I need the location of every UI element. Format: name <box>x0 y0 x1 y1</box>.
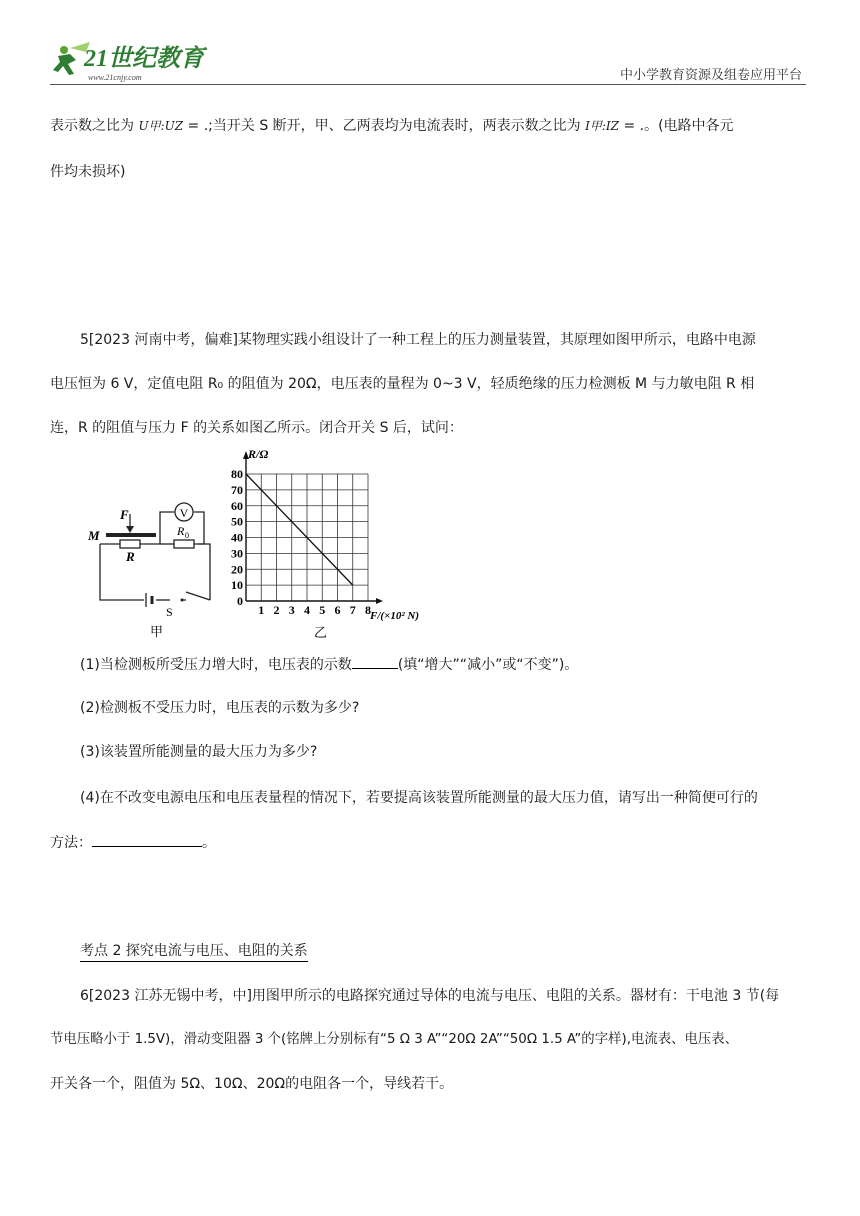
x-tick-label: 6 <box>334 603 341 617</box>
q5-line-1: 5[2023 河南中考，偏难]某物理实践小组设计了一种工程上的压力测量装置，其原理如图甲所示，电路中电源 <box>80 332 756 348</box>
y-tick-label: 10 <box>231 578 243 593</box>
label-R0: R <box>177 524 185 538</box>
header-divider <box>50 84 806 85</box>
q6-line-2: 节电压略小于 1.5V)，滑动变阻器 3 个(铭牌上分别标有“5 Ω 3 A”“20Ω 2A”“50Ω 1.5 A”的字样),电流表、电压表、 <box>50 1032 739 1047</box>
logo-text: 21世纪教育 <box>84 46 204 72</box>
q5-sub4: (4)在不改变电源电压和电压表量程的情况下，若要提高该装置所能测量的最大压力值，请写出一种简便可行的 <box>80 790 758 806</box>
q5-sub2: (2)检测板不受压力时，电压表的示数为多少? <box>80 700 360 716</box>
q6-line-3: 开关各一个，阻值为 5Ω、10Ω、20Ω的电阻各一个，导线若干。 <box>50 1076 454 1092</box>
x-tick-label: 8 <box>365 603 371 617</box>
caption-jia: 甲 <box>150 625 164 640</box>
voltmeter-label: V <box>179 506 189 520</box>
x-tick-label: 5 <box>319 603 326 617</box>
chart-series <box>246 474 353 585</box>
x-tick-label: 7 <box>349 603 356 617</box>
label-R: R <box>126 549 135 564</box>
x-tick-label: 3 <box>288 603 295 617</box>
page-header <box>50 38 806 84</box>
q5-sub3: (3)该装置所能测量的最大压力为多少? <box>80 744 318 760</box>
caption-yi: 乙 <box>314 626 328 641</box>
resistor-R0 <box>174 540 194 548</box>
y-tick-label: 30 <box>231 546 243 561</box>
label-M: M <box>88 528 100 543</box>
q5-line-2: 电压恒为 6 V，定值电阻 R₀ 的阻值为 20Ω，电压表的量程为 0~3 V，轻质绝缘的压力检测板 M 与力敏电阻 R 相 <box>50 376 755 392</box>
y-tick-label: 40 <box>231 530 243 545</box>
label-R0-sub: 0 <box>185 531 189 540</box>
q4-line-2: 件均未损坏) <box>50 164 126 180</box>
series-line <box>246 474 353 585</box>
label-F: F <box>120 507 129 522</box>
x-axis-label: F/(×10² N) <box>370 610 419 622</box>
logo-url: www.21cnjy.com <box>88 73 142 82</box>
resistor-R <box>120 540 140 548</box>
r-f-chart <box>224 448 434 644</box>
q5-sub1: (1)当检测板所受压力增大时，电压表的示数 (填“增大”“减小”或“不变”)。 <box>80 654 840 675</box>
q4-line-1: 表示数之比为 U甲:UZ = .;当开关 S 断开，甲、乙两表均为电流表时，两表示数之比为 I甲:IZ = .。(电路中各元 <box>50 118 734 134</box>
y-tick-label: 60 <box>231 498 243 513</box>
y-tick-label: 50 <box>231 514 243 529</box>
answer-blank-2[interactable] <box>92 832 202 847</box>
x-tick-label: 2 <box>273 603 280 617</box>
x-tick-label: 4 <box>304 603 310 617</box>
x-axis-arrow-icon <box>376 598 383 604</box>
section-title: 考点 2 探究电流与电压、电阻的关系 <box>80 940 308 962</box>
q6-line-1: 6[2023 江苏无锡中考，中]用图甲所示的电路探究通过导体的电流与电压、电阻的关系。器材有：干电池 3 节(每 <box>80 988 780 1004</box>
platform-name: 中小学教育资源及组卷应用平台 <box>619 68 802 83</box>
label-S: S <box>166 605 173 619</box>
y-tick-label: 80 <box>231 467 243 481</box>
force-arrow-icon <box>126 526 134 533</box>
switch-icon <box>181 599 184 602</box>
y-tick-label: 20 <box>231 562 243 577</box>
q5-line-3: 连，R 的阻值与压力 F 的关系如图乙所示。闭合开关 S 后，试问： <box>50 420 463 436</box>
x-tick-label: 1 <box>258 603 265 617</box>
site-logo <box>50 38 230 84</box>
circuit-diagram <box>84 492 220 642</box>
y-tick-label: 70 <box>231 482 243 497</box>
answer-blank-1[interactable] <box>352 654 398 669</box>
pressure-plate-M <box>106 533 156 537</box>
y-tick-label: 0 <box>237 594 243 608</box>
y-axis-label: R/Ω <box>248 448 269 461</box>
q5-sub4-line2: 方法： 。 <box>50 832 810 853</box>
